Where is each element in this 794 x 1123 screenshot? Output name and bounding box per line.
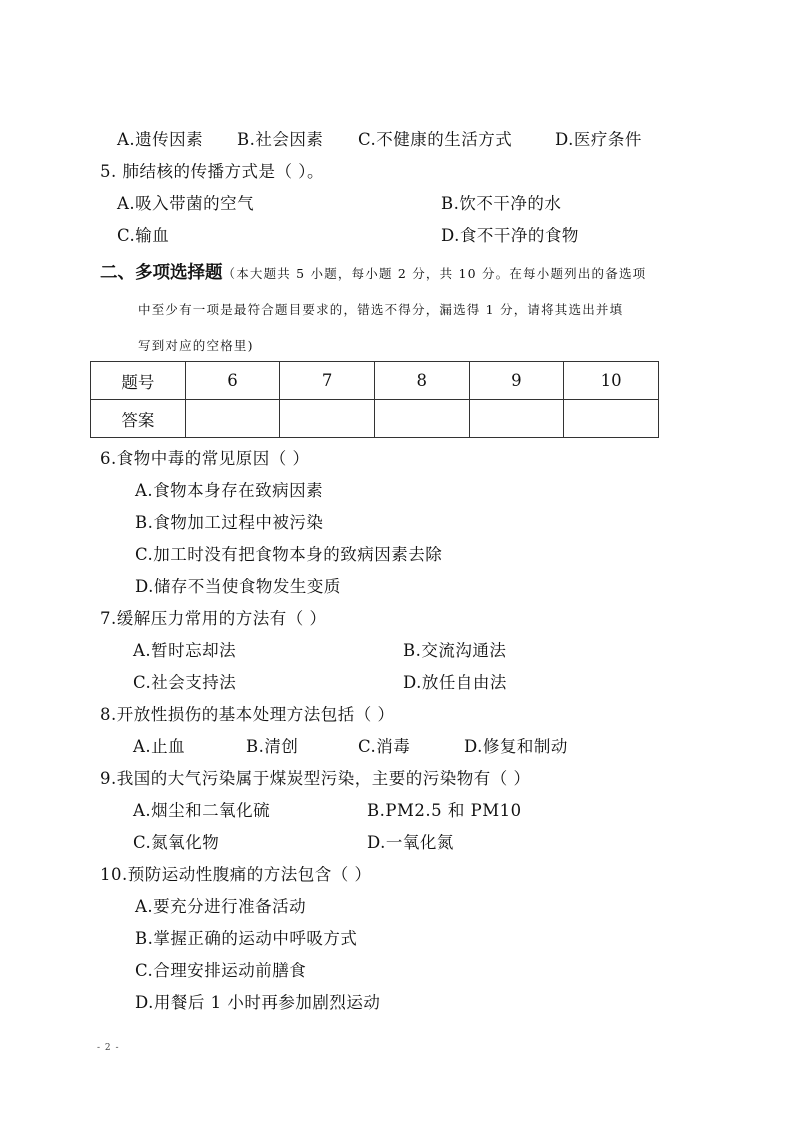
table-header-question-number: 题号 [91, 362, 186, 400]
table-cell-number: 9 [469, 362, 564, 400]
table-row-numbers [91, 362, 659, 400]
q8-option-a: A.止血 [133, 737, 186, 756]
q6-stem: 6.食物中毒的常见原因（ ） [100, 449, 310, 468]
q8-option-b: B.清创 [246, 737, 299, 756]
q7-option-c: C.社会支持法 [133, 673, 237, 692]
q5-option-c: C.输血 [117, 226, 170, 245]
q10-option-b: B.掌握正确的运动中呼吸方式 [135, 929, 358, 948]
answer-cell[interactable] [469, 400, 564, 438]
section-2-heading [100, 262, 646, 285]
answer-cell[interactable] [185, 400, 280, 438]
q9-stem: 9.我国的大气污染属于煤炭型污染，主要的污染物有（ ） [100, 769, 531, 788]
q10-option-d: D.用餐后 1 小时再参加剧烈运动 [135, 993, 381, 1012]
section-2-title: 二、多项选择题 [100, 263, 223, 283]
table-header-answer: 答案 [91, 400, 186, 438]
q9-option-b: B.PM2.5 和 PM10 [367, 801, 522, 820]
q10-option-a: A.要充分进行准备活动 [135, 897, 307, 916]
q7-stem: 7.缓解压力常用的方法有（ ） [100, 609, 327, 628]
q8-option-d: D.修复和制动 [464, 737, 568, 756]
table-cell-number: 10 [564, 362, 659, 400]
q5-stem: 5. 肺结核的传播方式是（ ）。 [100, 162, 324, 181]
answer-table [90, 361, 659, 438]
q7-option-d: D.放任自由法 [403, 673, 507, 692]
answer-cell[interactable] [374, 400, 469, 438]
q7-option-b: B.交流沟通法 [403, 641, 507, 660]
answer-cell[interactable] [564, 400, 659, 438]
q5-option-a: A.吸入带菌的空气 [117, 194, 255, 213]
section-2-note-line1: （本大题共 5 小题，每小题 2 分，共 10 分。在每小题列出的备选项 [222, 266, 647, 281]
q6-option-c: C.加工时没有把食物本身的致病因素去除 [135, 545, 443, 564]
q4-option-a: A.遗传因素 [117, 130, 204, 149]
q9-option-d: D.一氧化氮 [367, 833, 454, 852]
table-cell-number: 8 [374, 362, 469, 400]
section-2-note-line3: 写到对应的空格里) [138, 338, 254, 353]
q9-option-a: A.烟尘和二氧化硫 [133, 801, 271, 820]
q4-option-b: B.社会因素 [237, 130, 324, 149]
q6-option-b: B.食物加工过程中被污染 [135, 513, 324, 532]
q7-option-a: A.暂时忘却法 [133, 641, 237, 660]
table-cell-number: 6 [185, 362, 280, 400]
section-2-note-line2: 中至少有一项是最符合题目要求的，错选不得分，漏选得 1 分，请将其选出并填 [138, 302, 624, 317]
answer-cell[interactable] [280, 400, 375, 438]
q10-option-c: C.合理安排运动前膳食 [135, 961, 307, 980]
q8-stem: 8.开放性损伤的基本处理方法包括（ ） [100, 705, 395, 724]
q4-option-d: D.医疗条件 [555, 130, 642, 149]
q8-option-c: C.消毒 [358, 737, 411, 756]
page-number: - 2 - [97, 1043, 120, 1053]
q5-option-b: B.饮不干净的水 [441, 194, 562, 213]
q9-option-c: C.氮氧化物 [133, 833, 220, 852]
table-row-answers [91, 400, 659, 438]
q6-option-d: D.储存不当使食物发生变质 [135, 577, 341, 596]
q10-stem: 10.预防运动性腹痛的方法包含（ ） [100, 865, 372, 884]
table-cell-number: 7 [280, 362, 375, 400]
q5-option-d: D.食不干净的食物 [441, 226, 579, 245]
q6-option-a: A.食物本身存在致病因素 [135, 481, 324, 500]
q4-option-c: C.不健康的生活方式 [358, 130, 513, 149]
